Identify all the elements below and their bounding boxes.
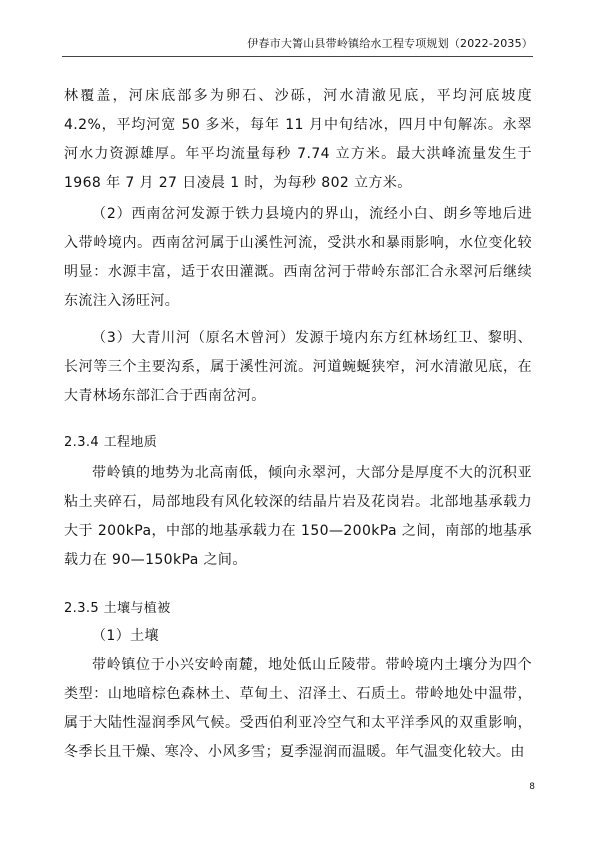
section-heading-soil-vegetation: 2.3.5 土壤与植被 xyxy=(64,601,171,616)
section-heading-engineering-geology: 2.3.4 工程地质 xyxy=(64,435,158,450)
paragraph-daqingchuan-river: （3）大青川河（原名木曾河）发源于境内东方红林场红卫、黎明、长河等三个主要沟系，属于溪性河流。河道蜿蜒狭窄，河水清澈见底，在大青林场东部汇合于西南岔河。 xyxy=(64,330,532,404)
page-number: 8 xyxy=(529,782,535,792)
paragraph-xinancha-river: （2）西南岔河发源于铁力县境内的界山，流经小白、朗乡等地后进入带岭境内。西南岔河属于山溪性河流，受洪水和暴雨影响，水位变化较明显：水源丰富，适于农田灌溉。西南岔河于带岭东部汇合永翠河后继续东流注入汤旺河。 xyxy=(64,206,532,309)
subheading-soil: （1）土壤 xyxy=(92,628,159,644)
paragraph-soil: 带岭镇位于小兴安岭南麓，地处低山丘陵带。带岭境内土壤分为四个类型：山地暗棕色森林土、草甸土、沼泽土、石质土。带岭地处中温带，属于大陆性湿润季风气候。受西伯利亚冷空气和太平洋季风的双重影响，冬季长且干燥、寒冷、小风多雪；夏季湿润而温暖。年气温变化较大。由 xyxy=(64,657,532,760)
paragraph-engineering-geology: 带岭镇的地势为北高南低，倾向永翠河，大部分是厚度不大的沉积亚粘土夹碎石，局部地段有风化较深的结晶片岩及花岗岩。北部地基承载力大于 200kPa，中部的地基承载力在 150—200kPa 之间，南部的地基承载力在 90—150kPa 之间。 xyxy=(64,465,532,568)
paragraph-river-continuation: 林覆盖，河床底部多为卵石、沙砾，河水清澈见底，平均河底坡度 4.2%，平均河宽 50 多米，每年 11 月中旬结冰，四月中旬解冻。永翠河水力资源雄厚。年平均流量每秒 7.74 立方米。最大洪峰流量发生于 1968 年 7 月 27 日凌晨 1 时，为每秒 802 立方米。 xyxy=(64,88,532,191)
running-header: 伊春市大箐山县带岭镇给水工程专项规划（2022-2035） xyxy=(62,34,533,57)
